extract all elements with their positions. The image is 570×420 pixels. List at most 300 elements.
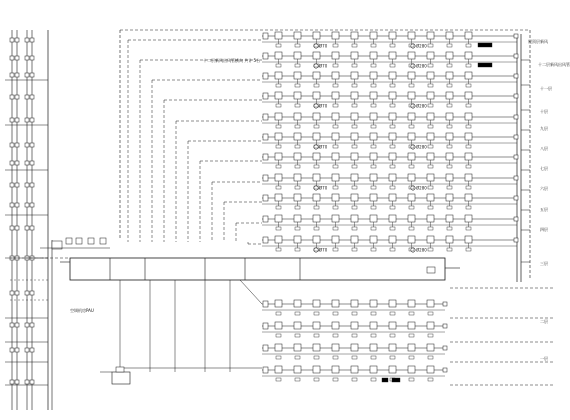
riser-connection [514,176,518,180]
outlet-unit [427,267,435,273]
floor-label-11: 十一层 [540,86,552,91]
riser-box [30,95,34,99]
fan-coil-unit [294,153,301,160]
fan-coil-unit [427,32,434,39]
fan-coil-unit [313,52,320,59]
riser-box [10,380,14,384]
unit-outlet [276,84,281,87]
riser-box [25,348,29,352]
unit-outlet [295,186,300,189]
fan-coil-unit [351,32,358,39]
lower-outlet [371,312,376,315]
fan-coil-unit [389,153,396,160]
inlet-box [263,175,268,181]
lower-fan-coil [332,366,339,373]
fan-coil-unit [427,215,434,222]
lower-fan-coil [427,300,434,307]
riser-box [15,380,19,384]
unit-outlet [276,145,281,148]
fan-coil-unit [465,236,472,243]
riser-box [15,226,19,230]
lower-fan-coil [389,322,396,329]
riser-connection [514,115,518,119]
lower-fan-coil [408,322,415,329]
fan-coil-unit [351,236,358,243]
riser-box [30,203,34,207]
lower-fan-coil [370,322,377,329]
unit-outlet [409,125,414,128]
lower-outlet [314,378,319,381]
lower-fan-coil [370,366,377,373]
inlet-box [263,33,268,39]
fan-coil-unit [446,32,453,39]
fan-coil-unit [465,72,472,79]
unit-outlet [352,186,357,189]
fan-coil-unit [465,174,472,181]
unit-outlet [447,227,452,230]
riser-box [25,183,29,187]
fan-coil-unit [389,236,396,243]
lower-outlet [295,356,300,359]
pau-component [100,238,106,244]
unit-outlet [276,206,281,209]
unit-outlet [447,186,452,189]
fan-coil-unit [446,194,453,201]
lower-feeder-diag [240,280,262,304]
fan-coil-unit [408,153,415,160]
fan-coil-unit [446,92,453,99]
fan-coil-unit [465,153,472,160]
fan-coil-unit [351,52,358,59]
unit-outlet [447,248,452,251]
riser-box [10,118,14,122]
fan-coil-unit [427,236,434,243]
unit-outlet [466,44,471,47]
unit-outlet [390,248,395,251]
riser-box [30,56,34,60]
valve-label-small: Ø70 [319,247,328,253]
unit-outlet [447,125,452,128]
lower-outlet [409,356,414,359]
fan-coil-unit [275,236,282,243]
fan-coil-unit [389,174,396,181]
lower-outlet [295,378,300,381]
fan-coil-unit [332,236,339,243]
fan-coil-unit [275,133,282,140]
fan-coil-unit [294,92,301,99]
lower-outlet [276,378,281,381]
intake-hood [116,367,124,372]
riser-box [25,38,29,42]
floor-label-3: 三层 [540,261,548,266]
inlet-box [263,114,268,120]
fan-coil-unit [313,92,320,99]
lower-outlet [333,312,338,315]
lower-fan-coil [389,300,396,307]
fan-coil-unit [275,52,282,59]
unit-outlet [276,248,281,251]
fan-coil-unit [408,215,415,222]
fan-coil-unit [408,52,415,59]
fan-coil-unit [465,133,472,140]
fan-coil-unit [408,133,415,140]
lower-fan-coil [427,322,434,329]
unit-outlet [428,186,433,189]
lower-fan-coil [294,366,301,373]
fan-coil-unit [389,32,396,39]
unit-outlet [352,165,357,168]
riser-box [30,183,34,187]
unit-outlet [295,145,300,148]
floor-label-5: 五层 [540,207,548,212]
fan-coil-unit [275,215,282,222]
riser-box [15,183,19,187]
unit-outlet [352,227,357,230]
lower-fan-coil [389,366,396,373]
unit-outlet [371,165,376,168]
lower-riser-connection [443,368,447,372]
unit-outlet [333,44,338,47]
fan-coil-unit [313,174,320,181]
lower-fan-coil [351,366,358,373]
fan-coil-unit [446,236,453,243]
fan-coil-unit [465,194,472,201]
unit-outlet [428,64,433,67]
riser-box [10,323,14,327]
fan-coil-unit [332,133,339,140]
fan-coil-unit [275,153,282,160]
fan-coil-unit [275,92,282,99]
fan-coil-unit [389,92,396,99]
fan-coil-unit [370,72,377,79]
riser-box [10,143,14,147]
pau-component [66,238,72,244]
fan-coil-unit [408,194,415,201]
unit-outlet [371,206,376,209]
riser-box [15,348,19,352]
unit-outlet [333,145,338,148]
fan-coil-unit [389,215,396,222]
unit-outlet [466,206,471,209]
inlet-box [263,134,268,140]
lower-fan-coil [389,344,396,351]
inlet-box [263,53,268,59]
left-note: 空调机房PAU [70,308,94,313]
fan-coil-unit [408,174,415,181]
riser-box [30,291,34,295]
fan-coil-unit [294,72,301,79]
lower-fan-coil [275,344,282,351]
riser-box [25,291,29,295]
riser-box [15,73,19,77]
unit-outlet [371,227,376,230]
lower-outlet [352,312,357,315]
riser-box [25,226,29,230]
riser-box [25,95,29,99]
unit-outlet [314,125,319,128]
fan-coil-unit [275,32,282,39]
riser-box [25,118,29,122]
fan-coil-unit [389,72,396,79]
riser-box [15,143,19,147]
lower-fan-coil [294,344,301,351]
fan-coil-unit [313,215,320,222]
fan-coil-unit [275,113,282,120]
fan-coil-unit [446,52,453,59]
valve-label-small: Ø70 [319,185,328,191]
inlet-box [263,237,268,243]
fan-coil-unit [370,92,377,99]
unit-outlet [276,125,281,128]
fan-coil-unit [389,52,396,59]
intake-box [112,372,130,384]
lower-fan-coil [275,322,282,329]
fan-coil-unit [446,153,453,160]
inlet-box [263,195,268,201]
unit-outlet [371,44,376,47]
lower-riser-connection [443,302,447,306]
riser-box [30,38,34,42]
unit-outlet [295,64,300,67]
riser-box [15,161,19,165]
floor-label-4: 四层 [540,227,548,232]
fan-coil-unit [370,32,377,39]
fan-coil-unit [408,32,415,39]
fan-coil-unit [370,113,377,120]
unit-outlet [447,84,452,87]
unit-outlet [390,64,395,67]
fan-coil-unit [389,194,396,201]
riser-box [10,38,14,42]
lower-fan-coil [313,300,320,307]
unit-outlet [295,44,300,47]
exhaust-fan-box [478,43,492,47]
lower-outlet [409,334,414,337]
unit-outlet [276,227,281,230]
fan-coil-unit [351,133,358,140]
fan-coil-unit [427,113,434,120]
fan-coil-unit [332,194,339,201]
fan-coil-unit [294,113,301,120]
lower-outlet [428,312,433,315]
fan-coil-unit [294,52,301,59]
unit-outlet [409,206,414,209]
lower-fan-coil [332,322,339,329]
unit-outlet [352,248,357,251]
lower-outlet [333,378,338,381]
unit-outlet [466,145,471,148]
unit-outlet [409,84,414,87]
lower-outlet [276,334,281,337]
unit-outlet [295,227,300,230]
unit-outlet [295,165,300,168]
floor-label-10: 十层 [540,109,548,114]
fan-coil-unit [446,133,453,140]
floor-label-2: 二层 [540,319,548,324]
fan-coil-unit [427,153,434,160]
lower-inlet-box [263,367,268,373]
fan-coil-unit [370,133,377,140]
unit-outlet [333,125,338,128]
unit-outlet [333,248,338,251]
unit-outlet [428,206,433,209]
fan-coil-unit [275,72,282,79]
fan-coil-unit [370,194,377,201]
fan-coil-unit [313,113,320,120]
riser-box [30,73,34,77]
unit-outlet [390,44,395,47]
valve-label-large: Ø280 [416,247,427,253]
valve-label-large: Ø280 [416,63,427,69]
lower-outlet [314,334,319,337]
floor-label-12: 十二层新风出风管 [538,62,570,67]
unit-outlet [466,104,471,107]
riser-connection [514,74,518,78]
lower-outlet [352,356,357,359]
lower-outlet [371,356,376,359]
unit-outlet [314,165,319,168]
riser-box [10,161,14,165]
unit-outlet [276,44,281,47]
exhaust-fan-box [478,63,492,67]
lower-outlet [276,356,281,359]
unit-outlet [447,145,452,148]
fan-coil-unit [332,52,339,59]
fan-coil-unit [427,72,434,79]
unit-outlet [466,84,471,87]
riser-box [10,56,14,60]
floor-label-1: 一层 [540,356,548,361]
unit-outlet [352,125,357,128]
riser-box [25,323,29,327]
valve-label-large: Ø280 [416,103,427,109]
unit-outlet [428,165,433,168]
fan-coil-unit [294,236,301,243]
lower-outlet [333,334,338,337]
lower-fan-coil [427,344,434,351]
riser-box [25,73,29,77]
lower-outlet [333,356,338,359]
fan-coil-unit [351,194,358,201]
unit-outlet [428,104,433,107]
fan-coil-unit [332,92,339,99]
riser-box [15,291,19,295]
floor-label-7: 七层 [540,166,548,171]
lower-fan-coil [351,322,358,329]
unit-outlet [371,186,376,189]
unit-outlet [409,165,414,168]
floor-label-6: 六层 [540,186,548,191]
riser-box [15,56,19,60]
fan-coil-unit [465,113,472,120]
fan-coil-unit [313,194,320,201]
riser-box [10,73,14,77]
fan-coil-unit [427,133,434,140]
fan-coil-unit [427,174,434,181]
unit-outlet [333,104,338,107]
fan-coil-unit [351,92,358,99]
riser-connection [514,34,518,38]
fan-coil-unit [446,215,453,222]
fan-coil-unit [389,113,396,120]
lower-outlet [390,334,395,337]
fan-coil-unit [294,215,301,222]
lower-outlet [295,312,300,315]
unit-outlet [371,248,376,251]
fan-coil-unit [389,133,396,140]
unit-outlet [333,84,338,87]
riser-box [10,348,14,352]
fan-coil-unit [351,113,358,120]
inlet-box [263,154,268,160]
title-note: 十二层新风出风管横向 共计 5台 [203,58,261,63]
unit-outlet [447,206,452,209]
fan-coil-unit [408,236,415,243]
riser-box [10,95,14,99]
fan-coil-unit [370,153,377,160]
fan-coil-unit [294,32,301,39]
valve-label-large: Ø280 [416,43,427,49]
lower-inlet-box [263,345,268,351]
unit-outlet [276,64,281,67]
riser-box [30,143,34,147]
unit-outlet [428,84,433,87]
fan-coil-unit [294,174,301,181]
riser-connection [514,155,518,159]
riser-box [30,348,34,352]
unit-outlet [390,165,395,168]
lower-outlet [352,334,357,337]
fan-coil-unit [332,215,339,222]
lower-fan-coil [275,366,282,373]
floor-label-9: 九层 [540,126,548,131]
unit-outlet [333,227,338,230]
fan-coil-unit [408,92,415,99]
fan-coil-unit [465,92,472,99]
unit-outlet [276,186,281,189]
riser-box [10,183,14,187]
riser-box [30,161,34,165]
riser-box [15,203,19,207]
riser-box [25,143,29,147]
unit-outlet [295,206,300,209]
lower-fan-coil [332,344,339,351]
lower-outlet [428,356,433,359]
unit-outlet [371,125,376,128]
lower-fan-coil [351,300,358,307]
fan-coil-unit [294,194,301,201]
lower-fan-coil [294,322,301,329]
unit-outlet [295,104,300,107]
unit-outlet [447,104,452,107]
riser-box [15,95,19,99]
inlet-box [263,93,268,99]
valve-label-small: Ø70 [319,103,328,109]
unit-outlet [466,125,471,128]
unit-outlet [371,64,376,67]
lower-fan-coil [370,300,377,307]
lower-outlet [314,356,319,359]
unit-outlet [390,104,395,107]
unit-outlet [390,227,395,230]
fan-coil-unit [351,215,358,222]
fan-coil-unit [408,72,415,79]
fan-coil-unit [332,72,339,79]
riser-box [15,38,19,42]
lower-fan-coil [313,322,320,329]
unit-outlet [466,165,471,168]
unit-outlet [333,186,338,189]
